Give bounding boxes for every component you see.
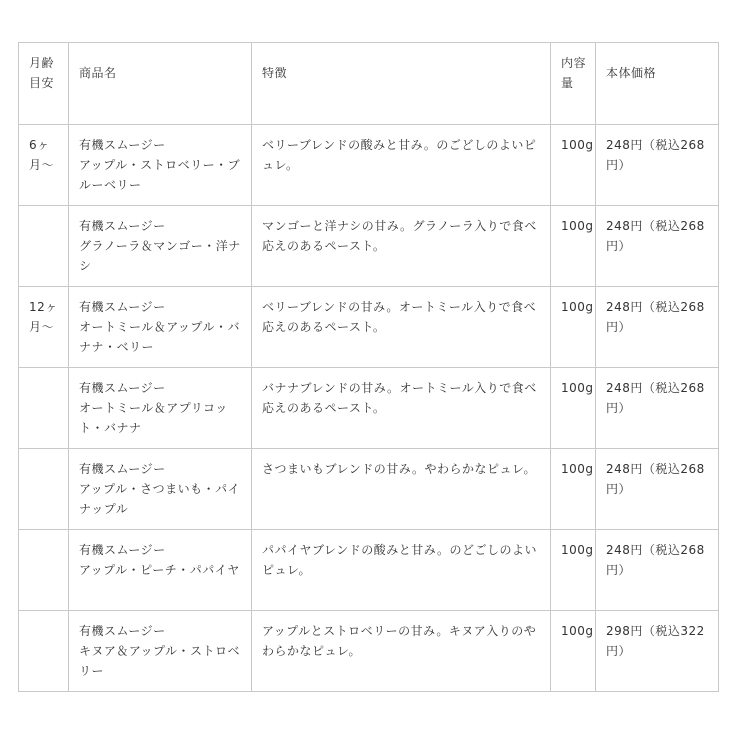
product-name-cell [69, 206, 252, 287]
table-row [19, 206, 719, 287]
product-name-cell [69, 287, 252, 368]
volume-cell: 100g [551, 206, 596, 287]
age-cell: 6ヶ月〜 [19, 125, 69, 206]
table-row [19, 449, 719, 530]
product-table-container [18, 42, 718, 692]
volume-cell: 100g [551, 530, 596, 611]
product-brand: 有機スムージー [79, 462, 166, 476]
feature-cell: マンゴーと洋ナシの甘み。グラノーラ入りで食べ応えのあるペースト。 [252, 206, 551, 287]
price-cell: 248円（税込268円） [596, 368, 719, 449]
feature-cell: アップルとストロベリーの甘み。キヌア入りのやわらかなピュレ。 [252, 611, 551, 692]
age-cell [19, 449, 69, 530]
price-cell: 298円（税込322円） [596, 611, 719, 692]
price-cell: 248円（税込268円） [596, 206, 719, 287]
product-title: キヌア＆アップル・ストロベリー [79, 644, 241, 678]
table-row [19, 368, 719, 449]
feature-cell: バナナブレンドの甘み。オートミール入りで食べ応えのあるペースト。 [252, 368, 551, 449]
product-brand: 有機スムージー [79, 138, 166, 152]
product-table [18, 42, 719, 692]
price-cell: 248円（税込268円） [596, 530, 719, 611]
product-title: オートミール＆アップル・バナナ・ベリー [79, 320, 240, 354]
product-title: グラノーラ＆マンゴー・洋ナシ [79, 239, 241, 273]
volume-cell: 100g [551, 368, 596, 449]
product-title: アップル・さつまいも・パイナップル [79, 482, 241, 516]
header-name: 商品名 [69, 43, 252, 125]
product-brand: 有機スムージー [79, 381, 166, 395]
age-cell: 12ヶ月〜 [19, 287, 69, 368]
product-brand: 有機スムージー [79, 624, 166, 638]
feature-cell: ベリーブレンドの甘み。オートミール入りで食べ応えのあるペースト。 [252, 287, 551, 368]
feature-cell: ベリーブレンドの酸みと甘み。のごどしのよいピュレ。 [252, 125, 551, 206]
product-name-cell [69, 368, 252, 449]
product-name-cell [69, 611, 252, 692]
product-brand: 有機スムージー [79, 219, 166, 233]
age-cell [19, 530, 69, 611]
volume-cell: 100g [551, 611, 596, 692]
price-cell: 248円（税込268円） [596, 125, 719, 206]
age-cell [19, 206, 69, 287]
table-row [19, 125, 719, 206]
product-name-cell [69, 125, 252, 206]
price-cell: 248円（税込268円） [596, 449, 719, 530]
volume-cell: 100g [551, 125, 596, 206]
table-row [19, 611, 719, 692]
product-brand: 有機スムージー [79, 543, 166, 557]
product-title: アップル・ピーチ・パパイヤ [79, 563, 240, 577]
age-cell [19, 611, 69, 692]
table-row [19, 530, 719, 611]
age-cell [19, 368, 69, 449]
price-cell: 248円（税込268円） [596, 287, 719, 368]
product-brand: 有機スムージー [79, 300, 166, 314]
feature-cell: パパイヤブレンドの酸みと甘み。のどごしのよいピュレ。 [252, 530, 551, 611]
table-header-row [19, 43, 719, 125]
table-row [19, 287, 719, 368]
product-title: アップル・ストロベリー・ブルーベリー [79, 158, 241, 192]
volume-cell: 100g [551, 287, 596, 368]
header-price: 本体価格 [596, 43, 719, 125]
feature-cell: さつまいもブレンドの甘み。やわらかなピュレ。 [252, 449, 551, 530]
product-name-cell [69, 530, 252, 611]
header-age: 月齢目安 [19, 43, 69, 125]
volume-cell: 100g [551, 449, 596, 530]
product-name-cell [69, 449, 252, 530]
product-title: オートミール＆アプリコット・バナナ [79, 401, 228, 435]
header-feature: 特徴 [252, 43, 551, 125]
header-volume: 内容量 [551, 43, 596, 125]
